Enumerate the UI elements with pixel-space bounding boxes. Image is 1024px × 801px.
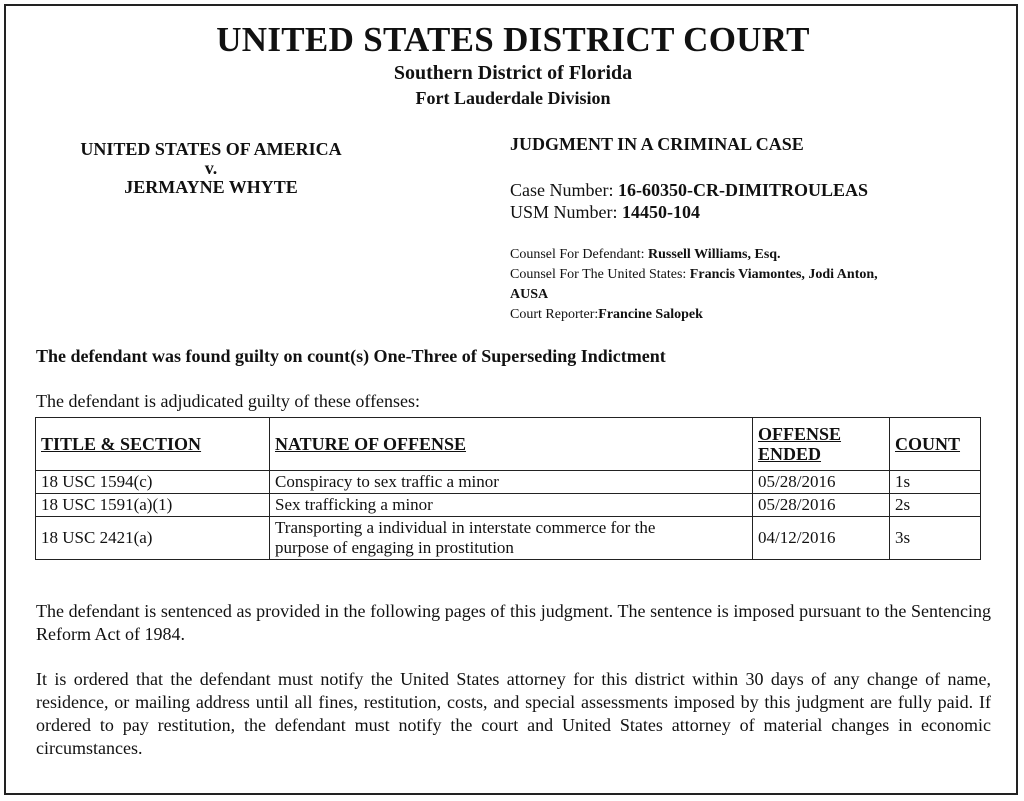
header-offense-ended-line2: ENDED — [758, 444, 822, 464]
notification-paragraph: It is ordered that the defendant must notify the United States attorney for this district within 30 days of any change of name, residence, or mailing address until all fines, restitution, costs, and special assessments imposed by this judgment are fully paid. If ordered to pay restitution, the defendant must notify the court and United States attorney of material changes in economic circumstances. — [36, 669, 991, 758]
judgment-info — [510, 134, 1010, 325]
cell-nature-line2: purpose of engaging in prostitution — [275, 538, 514, 557]
cell-offense-ended: 05/28/2016 — [753, 471, 890, 494]
reporter-label: Court Reporter: — [510, 307, 599, 322]
cell-nature: Sex trafficking a minor — [270, 494, 753, 517]
cell-offense-ended: 05/28/2016 — [753, 494, 890, 517]
defendant-name: JERMAYNE WHYTE — [124, 177, 298, 197]
header-offense-ended — [753, 418, 890, 471]
verdict-statement: The defendant was found guilty on count(s) One-Three of Superseding Indictment — [36, 346, 666, 366]
case-number-row — [510, 179, 1010, 201]
reporter-row — [510, 305, 1010, 325]
cell-title-section: 18 USC 1594(c) — [36, 471, 270, 494]
judgment-title: JUDGMENT IN A CRIMINAL CASE — [510, 134, 804, 154]
counsel-defendant-value: Russell Williams, Esq. — [648, 247, 781, 262]
case-number-label: Case Number: — [510, 180, 614, 200]
counsel-block — [510, 245, 1010, 325]
counsel-defendant-row — [510, 245, 1010, 265]
table-header-row — [36, 418, 981, 471]
counsel-us-row-cont — [510, 285, 1010, 305]
adjudicated-statement: The defendant is adjudicated guilty of these offenses: — [36, 391, 421, 411]
usm-number-row — [510, 201, 1010, 223]
cell-count: 3s — [890, 517, 981, 560]
cell-title-section: 18 USC 2421(a) — [36, 517, 270, 560]
case-number-value: 16-60350-CR-DIMITROULEAS — [617, 180, 868, 200]
counsel-defendant-label: Counsel For Defendant: — [510, 247, 645, 262]
versus-label: v. — [204, 158, 218, 178]
counsel-us-value: Francis Viamontes, Jodi Anton, — [689, 267, 878, 282]
cell-count: 2s — [890, 494, 981, 517]
table-row — [36, 494, 981, 517]
counsel-us-row — [510, 265, 1010, 285]
document-page — [4, 4, 1018, 795]
cell-nature — [270, 517, 753, 560]
cell-title-section: 18 USC 1591(a)(1) — [36, 494, 270, 517]
plaintiff-name: UNITED STATES OF AMERICA — [80, 139, 342, 159]
cell-count: 1s — [890, 471, 981, 494]
cell-offense-ended: 04/12/2016 — [753, 517, 890, 560]
header-title-section: TITLE & SECTION — [36, 418, 270, 471]
case-caption — [56, 140, 366, 197]
division-name: Fort Lauderdale Division — [415, 88, 611, 108]
court-title: UNITED STATES DISTRICT COURT — [216, 20, 810, 59]
table-row — [36, 471, 981, 494]
counsel-us-label: Counsel For The United States: — [510, 267, 687, 282]
reporter-value: Francine Salopek — [598, 307, 703, 322]
sentencing-paragraph: The defendant is sentenced as provided in the following pages of this judgment. The sentence is imposed pursuant to the Sentencing Reform Act of 1984. — [36, 601, 991, 644]
offenses-table — [35, 417, 981, 560]
table-row — [36, 517, 981, 560]
district-name: Southern District of Florida — [393, 62, 633, 84]
usm-number-value: 14450-104 — [622, 202, 700, 222]
header-offense-ended-line1: OFFENSE — [758, 424, 842, 444]
header-count: COUNT — [890, 418, 981, 471]
counsel-us-value-cont: AUSA — [510, 287, 549, 302]
cell-nature-line1: Transporting a individual in interstate commerce for the — [275, 518, 656, 537]
header-nature: NATURE OF OFFENSE — [270, 418, 753, 471]
usm-number-label: USM Number: — [510, 202, 618, 222]
cell-nature: Conspiracy to sex traffic a minor — [270, 471, 753, 494]
